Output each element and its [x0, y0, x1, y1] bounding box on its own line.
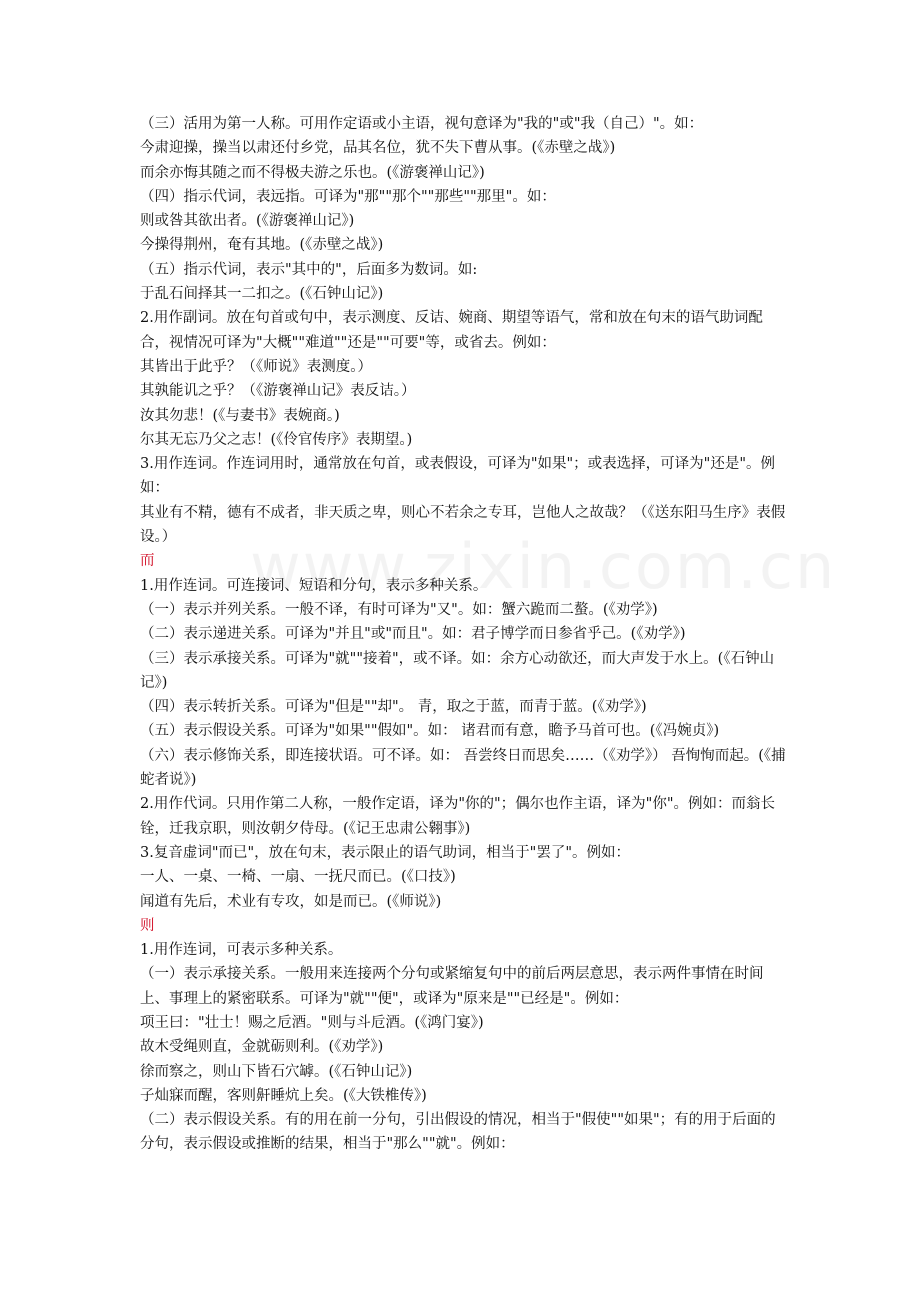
text-line: 3.用作连词。作连词用时，通常放在句首，或表假设，可译为"如果"；或表选择，可译为"还是"。例如：: [140, 456, 776, 497]
text-line: 闻道有先后，术业有专攻，如是而已。(《师说》): [140, 893, 442, 910]
text-line: （六）表示修饰关系，即连接状语。可不译。如： 吾尝终日而思矣……（《劝学》） 吾恂恂而起。(《捕蛇者说》): [140, 747, 786, 789]
text-line: （五）表示假设关系。可译为"如果""假如"。如： 诸君而有意，瞻予马首可也。(《冯婉贞》): [140, 723, 720, 740]
text-line: 1.用作连词，可表示多种关系。: [140, 942, 343, 959]
text-line: （一）表示承接关系。一般用来连接两个分句或紧缩复句中的前后两层意思，表示两件事情在时间上、事理上的紧密联系。可译为"就""便"，或译为"原来是""已经是"。例如：: [140, 966, 764, 1007]
text-line: （二）表示递进关系。可译为"并且"或"而且"。如：君子博学而日参省乎己。(《劝学》): [140, 626, 686, 643]
text-line: 故木受绳则直，金就砺则利。(《劝学》): [140, 1039, 384, 1056]
text-line: 1.用作连词。可连接词、短语和分句，表示多种关系。: [140, 577, 488, 594]
section-heading: 而: [140, 553, 155, 570]
document-body: [140, 112, 790, 1157]
text-line: 今肃迎操，操当以肃还付乡党，品其名位，犹不失下曹从事。(《赤壁之战》): [140, 140, 616, 157]
text-line: 2.用作副词。放在句首或句中，表示测度、反诘、婉商、期望等语气，常和放在句末的语气助词配合，视情况可译为"大概""难道""还是""可要"等，或省去。例如：: [140, 310, 763, 351]
text-line: 子灿寐而醒，客则鼾睡炕上矣。(《大铁椎传》): [140, 1087, 427, 1104]
text-line: 则或咎其欲出者。(《游褒禅山记》): [140, 213, 355, 230]
text-line: （三）表示承接关系。可译为"就""接着"，或不译。如：余方心动欲还，而大声发于水上。(《石钟山记》): [140, 650, 775, 691]
text-line: （五）指示代词，表示"其中的"，后面多为数词。如:: [140, 261, 478, 278]
text-line: 其孰能讥之乎？（《游褒禅山记》表反诘。）: [140, 383, 416, 400]
text-line: 项王曰："壮士！赐之卮酒。"则与斗卮酒。(《鸿门宴》): [140, 1014, 484, 1031]
section-heading: 则: [140, 917, 155, 934]
text-line: （二）表示假设关系。有的用在前一分句，引出假设的情况，相当于"假使""如果"；有的用于后面的分句，表示假设或推断的结果，相当于"那么""就"。例如：: [140, 1112, 776, 1153]
text-line: （一）表示并列关系。一般不译，有时可译为"又"。如：蟹六跪而二螯。(《劝学》): [140, 601, 658, 618]
text-line: 尔其无忘乃父之志！(《伶官传序》表期望。): [140, 431, 413, 448]
text-line: 而余亦悔其随之而不得极夫游之乐也。(《游褒禅山记》): [140, 164, 485, 181]
text-line: （四）指示代词，表远指。可译为"那""那个""那些""那里"。如：: [140, 188, 556, 205]
text-line: （三）活用为第一人称。可用作定语或小主语，视句意译为"我的"或"我（自己）"。如：: [140, 116, 704, 132]
text-line: 2.用作代词。只用作第二人称，一般作定语，译为"你的"；偶尔也作主语，译为"你"。例如：而翁长铨，迁我京职，则汝朝夕侍母。(《记王忠肃公翱事》): [140, 796, 776, 837]
text-line: 一人、一桌、一椅、一扇、一抚尺而已。(《口技》): [140, 869, 456, 886]
text-line: 今操得荆州，奄有其地。(《赤壁之战》): [140, 237, 384, 254]
text-line: 于乱石间择其一二扣之。(《石钟山记》): [140, 286, 384, 303]
text-line: 其业有不精，德有不成者，非天质之卑，则心不若余之专耳，岂他人之故哉？（《送东阳马生序》表假设。）: [140, 504, 786, 546]
text-line: 徐而察之，则山下皆石穴罅。(《石钟山记》): [140, 1063, 413, 1080]
text-line: （四）表示转折关系。可译为"但是""却"。 青，取之于蓝，而青于蓝。(《劝学》): [140, 699, 647, 716]
text-line: 3.复音虚词"而已"，放在句末，表示限止的语气助词，相当于"罢了"。例如：: [140, 844, 631, 861]
text-line: 其皆出于此乎？（《师说》表测度。）: [140, 358, 372, 375]
text-line: 汝其勿悲！(《与妻书》表婉商。): [140, 407, 340, 424]
